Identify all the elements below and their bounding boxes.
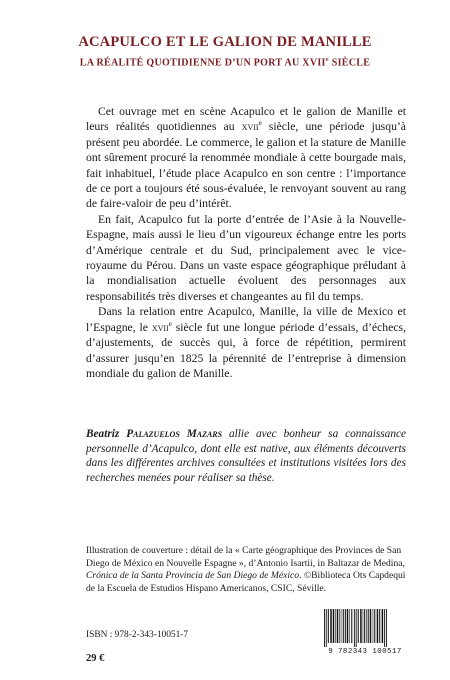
barcode-bar <box>374 609 375 643</box>
author-bio: Beatriz Palazuelos Mazars allie avec bonheur sa connaissance personnelle d’Acapulco, dont elle est native, aux éléments découverts dans les différentes archives consultées et institutions visitées lors des recherches menées pour réaliser sa thèse. <box>86 428 407 484</box>
barcode-bar <box>377 609 379 643</box>
barcode-bar <box>345 609 346 643</box>
summary-paragraph: Dans la relation entre Acapulco, Manille, la ville de Mexico et l’Espagne, le xvii$^e$ siècle fut une longue période d’essais, d’échecs, d’ajustements, de succès qui, à force de répétition, permirent d’assurer jusqu’en 1825 la pérennité de l’entreprise à dimension mondiale du galion de Manille. <box>86 305 406 380</box>
book-title: ACAPULCO ET LE GALION DE MANILLE <box>78 34 372 50</box>
barcode-bar <box>382 609 384 643</box>
barcode-bar <box>343 609 344 643</box>
barcode-bar <box>351 609 352 643</box>
barcode-number: 9 782343 100517 <box>328 648 402 656</box>
barcode-bar <box>386 609 387 647</box>
barcode-bar <box>349 609 350 643</box>
barcode <box>320 609 410 659</box>
book-subtitle: LA RÉALITÉ QUOTIDIENNE D’UN PORT AU XVIIe SIÈCLE <box>79 56 371 69</box>
barcode-bar <box>335 609 336 643</box>
barcode-bar <box>379 609 380 643</box>
price: 29 € <box>86 653 105 664</box>
barcode-bar <box>368 609 369 643</box>
barcode-bar <box>328 609 329 643</box>
illustration-credit: Illustration de couverture : détail de la « Carte géographique des Provinces de San Diego de México en Nouvelle Espagne », d’Antonio Isartii, in Baltazar de Medina, Crónica de la Santa Provincia de San Diego de México. ©Biblioteca Ots Capdequi de la Escuela de Estudios Hispano Americanos, CSIC, Séville. <box>86 545 406 594</box>
barcode-bar <box>384 609 385 647</box>
summary <box>86 104 406 381</box>
barcode-bar <box>337 609 339 643</box>
barcode-bar <box>358 609 359 643</box>
barcode-bar <box>366 609 367 643</box>
isbn: ISBN : 978-2-343-10051-7 <box>86 630 189 640</box>
barcode-bar <box>333 609 335 643</box>
summary-paragraph: Cet ouvrage met en scène Acapulco et le galion de Manille et leurs réalités quotidiennes au xvii$^e$ siècle, une période jusqu’à présent peu abordée. Le commerce, le galion et la stature de Manille ont sûrement procuré la renommée mondiale à cette bourgade mais, fait inhabituel, l’étude place Acapulco en son centre : l’importance de ce port a toujours été sous-évaluée, le renvoyant souvent au rang de faire-valoir de peu d’intérêt. <box>86 105 406 211</box>
barcode-bar <box>324 609 325 647</box>
barcode-bar <box>347 609 349 643</box>
barcode-bar <box>356 609 357 647</box>
barcode-bar <box>354 609 355 647</box>
barcode-bar <box>330 609 332 643</box>
barcode-bar <box>363 609 364 643</box>
barcode-bar <box>373 609 374 643</box>
barcode-bar <box>341 609 342 643</box>
barcode-bar <box>326 609 327 647</box>
barcode-bar <box>370 609 372 643</box>
barcode-bars <box>320 609 410 647</box>
barcode-bar <box>364 609 365 643</box>
summary-paragraph: En fait, Acapulco fut la porte d’entrée de l’Asie à la Nouvelle-Espagne, mais aussi le lieu d’un vigoureux échange entre les ports d’Amérique centrale et du Sud, principalement avec le vice-royaume du Pérou. Dans un vaste espace géographique préludant à la mondialisation actuelle évoluent des personnages aux responsabilités très diverses et changeantes au fil du temps. <box>86 212 406 303</box>
barcode-bar <box>360 609 362 643</box>
barcode-bar <box>339 609 340 643</box>
author-name: Beatriz Palazuelos Mazars <box>86 428 223 440</box>
